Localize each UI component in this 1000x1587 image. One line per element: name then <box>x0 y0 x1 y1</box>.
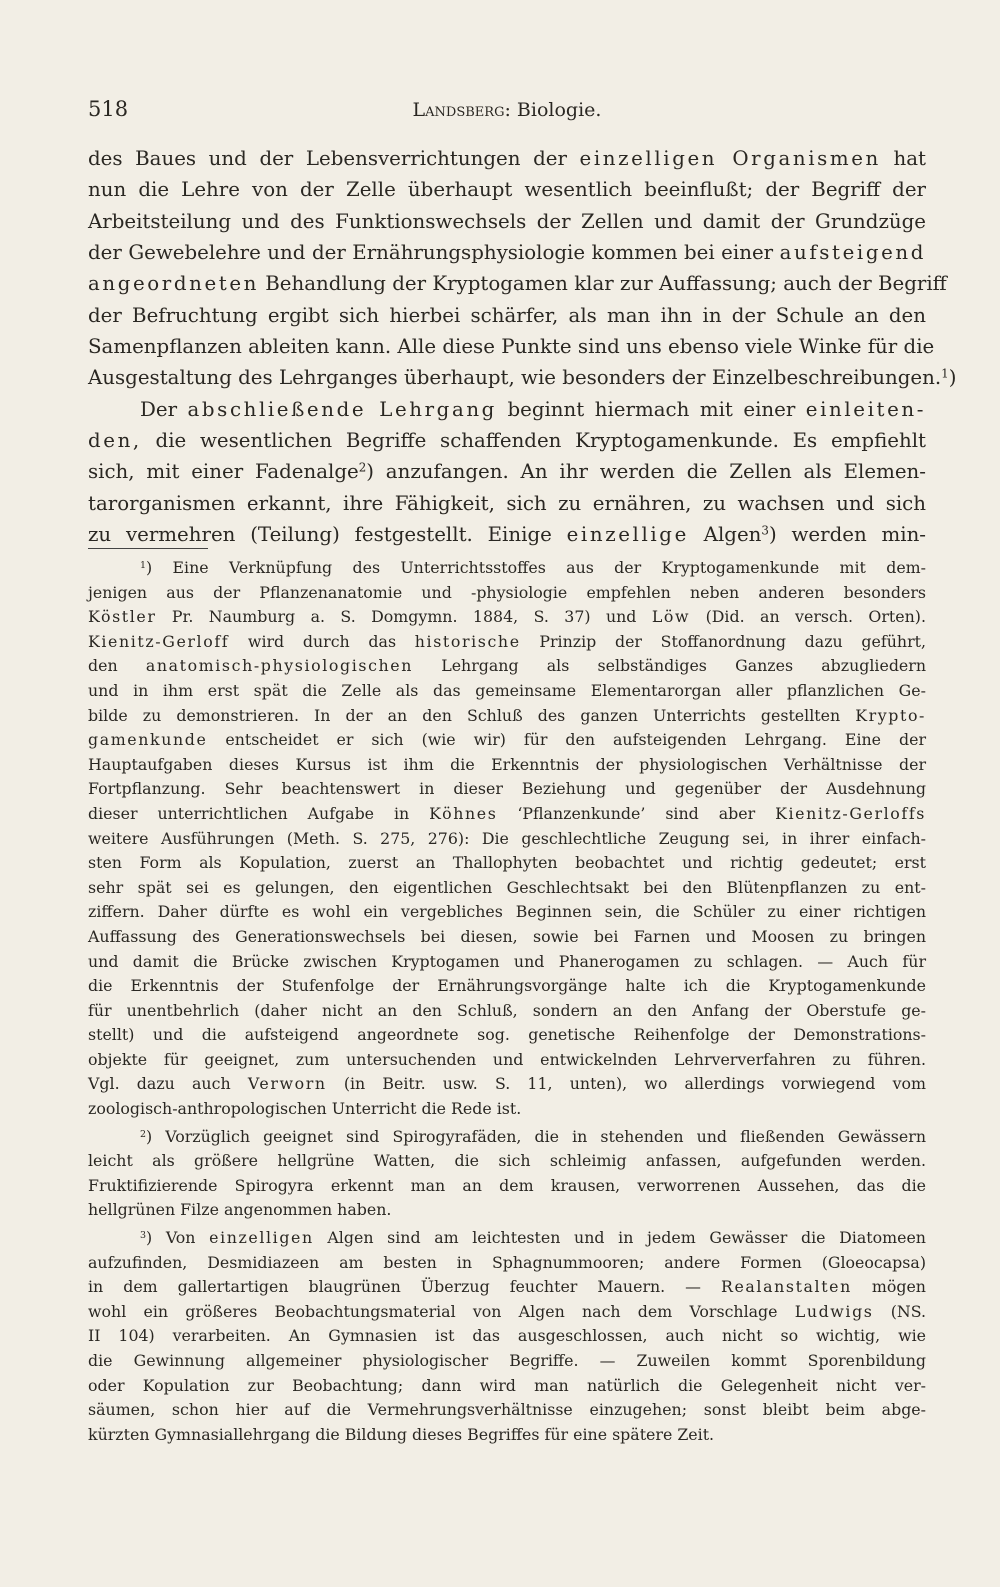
text-run: ) <box>948 366 957 390</box>
footnote-line: jenigen aus der Pflanzenanatomie und -physiologie empfehlen neben anderen besonders <box>88 582 926 602</box>
footnote-marker: 2 <box>140 1128 147 1140</box>
main-text <box>88 143 957 550</box>
text-run: Prinzip der Stoffanordnung dazu geführt, <box>520 631 926 651</box>
text-line: Samenpflanzen ableiten kann. Alle diese Punkte sind uns ebenso viele Winke für die <box>88 335 935 359</box>
footnote-line: hellgrünen Filze angenommen haben. <box>88 1200 392 1220</box>
footnote-line <box>88 654 926 679</box>
running-title <box>88 99 926 121</box>
spaced-emphasis: Realanstalten <box>720 1277 852 1297</box>
footnote-line <box>88 1300 926 1325</box>
footnote-2 <box>88 1125 926 1223</box>
footnote-ref: 1 <box>941 366 949 381</box>
footnote-line: Hauptaufgaben dieses Kursus ist ihm die Erkenntnis der physiologischen Verhältnisse der <box>88 754 926 774</box>
text-line <box>88 143 926 174</box>
running-head <box>88 97 926 127</box>
text-line <box>88 519 926 550</box>
footnote-line: oder Kopulation zur Beobachtung; dann wird man natürlich die Gelegenheit nicht ver- <box>88 1375 926 1395</box>
spaced-emphasis: Kienitz-Gerloff <box>88 631 230 651</box>
footnote-line <box>88 1125 926 1150</box>
footnote-line: Fortpflanzung. Sehr beachtenswert in dieser Beziehung und gegenüber der Ausdehnung <box>88 779 926 799</box>
text-run: (Did. an versch. Orten). <box>690 607 926 627</box>
footnote-line: für unentbehrlich (daher nicht an den Schluß, sondern an den Anfang der Oberstufe ge- <box>88 1000 926 1020</box>
text-line: tarorganismen erkannt, ihre Fähigkeit, sich zu ernähren, zu wachsen und sich <box>88 491 926 515</box>
spaced-emphasis: Verworn <box>247 1074 327 1094</box>
footnote-line: aufzufinden, Desmidiazeen am besten in Sphagnummooren; andere Formen (Gloeocapsa) <box>88 1252 926 1272</box>
running-title-sep: : <box>504 99 517 121</box>
text-run: sich, mit einer Fadenalge <box>88 460 359 484</box>
text-line <box>88 456 926 487</box>
text-run: wird durch das <box>229 631 415 651</box>
footnote-line: und in ihm erst spät die Zelle als das gemeinsame Elementarorgan aller pflanzlichen Ge- <box>88 680 926 700</box>
footnote-line <box>88 802 926 827</box>
spaced-emphasis: gamenkunde <box>88 730 208 750</box>
text-run: (in Beitr. usw. S. 11, unten), wo allerdings vorwiegend vom <box>326 1074 926 1094</box>
text-run: mögen <box>851 1277 926 1297</box>
text-line: der Befruchtung ergibt sich hierbei schärfer, als man ihn in der Schule an den <box>88 303 926 327</box>
text-run: Lehrgang als selbständiges Ganzes abzugliedern <box>413 656 927 676</box>
spaced-emphasis: einzelligen Organismen <box>579 147 881 170</box>
footnote-line: Fruktifizierende Spirogyra erkennt man an dem krausen, verworrenen Aussehen, das die <box>88 1175 926 1195</box>
text-run: dieser unterrichtlichen Aufgabe in <box>88 803 430 823</box>
text-run: bilde zu demonstrieren. In der an den Schluß des ganzen Unterrichts gestellten <box>88 705 856 725</box>
footnote-line <box>88 1072 926 1097</box>
spaced-emphasis: einzellige <box>566 523 689 547</box>
text-run: ) Von <box>146 1228 210 1248</box>
text-line: Arbeitsteilung und des Funktionswechsels der Zellen und damit der Grundzüge <box>88 209 926 233</box>
text-line <box>88 425 926 456</box>
footnote-line: die Gewinnung allgemeiner physiologischer Begriffe. — Zuweilen kommt Sporenbildung <box>88 1351 926 1370</box>
footnote-ref: 2 <box>358 460 367 475</box>
spaced-emphasis: anatomisch-physiologischen <box>145 656 414 676</box>
text-run: zu vermehren (Teilung) festgestellt. Einige <box>88 523 567 547</box>
footnote-marker: 3 <box>140 1229 147 1241</box>
footnote-line: objekte für geeignet, zum untersuchenden und entwickelnden Lehrververfahren zu führen. <box>88 1049 926 1069</box>
text-run: in dem gallertartigen blaugrünen Überzug feuchter Mauern. — <box>88 1277 721 1297</box>
spaced-emphasis: abschließende Lehrgang <box>187 397 497 421</box>
text-run: der Gewebelehre und der Ernährungsphysiologie kommen bei einer <box>88 241 780 265</box>
spaced-emphasis: Köhnes <box>429 803 498 823</box>
spaced-emphasis: den, <box>88 429 142 453</box>
text-run: Der <box>140 397 188 421</box>
text-line: nun die Lehre von der Zelle überhaupt wesentlich beeinflußt; der Begriff der <box>88 178 926 202</box>
spaced-emphasis: einleiten- <box>805 397 927 421</box>
footnote-1 <box>88 556 926 1122</box>
text-run: wohl ein größeres Beobachtungsmaterial von Algen nach dem Vorschlage <box>88 1301 795 1321</box>
footnote-line: II 104) verarbeiten. An Gymnasien ist das ausgeschlossen, auch nicht so wichtig, wie <box>88 1326 926 1346</box>
footnote-line: sehr spät sei es gelungen, den eigentlichen Geschlechtsakt bei den Blütenpflanzen zu ent- <box>88 877 926 897</box>
text-run: ) Eine Verknüpfung des Unterrichtsstoffes aus der Kryptogamenkunde mit dem- <box>146 558 926 577</box>
spaced-emphasis: Krypto- <box>855 705 926 725</box>
text-run: Pr. Naumburg a. S. Domgymn. 1884, S. 37) und <box>156 607 652 627</box>
text-run: beginnt hiermach mit einer <box>496 397 806 421</box>
text-run: entscheidet er sich (wie wir) für den aufsteigenden Lehrgang. Eine der <box>207 730 926 750</box>
page-number: 518 <box>88 97 129 121</box>
footnotes <box>88 556 926 1447</box>
footnote-line: die Erkenntnis der Stufenfolge der Ernährungsvorgänge halte ich die Kryptogamenkunde <box>88 976 926 996</box>
footnote-line <box>88 630 926 655</box>
spaced-emphasis: Kienitz-Gerloffs <box>775 803 926 823</box>
footnote-line: sten Form als Kopulation, zuerst an Thallophyten beobachtet und richtig gedeutet; erst <box>88 853 926 873</box>
footnote-line: Auffassung des Generationswechsels bei diesen, sowie bei Farnen und Moosen zu bringen <box>88 926 926 946</box>
text-run: des Baues und der Lebensverrichtungen der <box>88 147 580 170</box>
text-line <box>88 394 926 425</box>
footnote-line <box>88 556 926 581</box>
running-title-topic: Biologie. <box>516 99 602 121</box>
footnote-ref: 3 <box>761 523 769 538</box>
footnote-line: weitere Ausführungen (Meth. S. 275, 276): Die geschlechtliche Zeugung sei, in ihrer einfach- <box>88 828 926 848</box>
spaced-emphasis: Köstler <box>88 607 157 627</box>
footnote-rule <box>88 548 208 549</box>
text-run: Algen <box>688 523 762 547</box>
footnote-line: zoologisch-anthropologischen Unterricht die Rede ist. <box>88 1099 522 1119</box>
footnote-line <box>88 1275 926 1300</box>
text-line <box>88 237 926 268</box>
footnote-line: leicht als größere hellgrüne Watten, die sich schleimig anfassen, aufgefunden werden. <box>88 1151 926 1171</box>
footnote-line: kürzten Gymnasiallehrgang die Bildung dieses Begriffes für eine spätere Zeit. <box>88 1424 715 1444</box>
footnote-line <box>88 605 926 630</box>
spaced-emphasis: Löw <box>651 607 691 627</box>
text-run: hat <box>880 147 926 170</box>
text-run: Vgl. dazu auch <box>88 1074 248 1094</box>
footnote-line <box>88 728 926 753</box>
footnote-line <box>88 1226 926 1251</box>
running-title-author: Landsberg <box>412 99 505 121</box>
spaced-emphasis: aufsteigend <box>779 241 926 265</box>
spaced-emphasis: angeordneten <box>88 272 259 296</box>
text-run: den <box>88 656 146 676</box>
text-run: ) Vorzüglich geeignet sind Spirogyrafäden, die in stehenden und fließenden Gewässern <box>146 1126 926 1146</box>
spaced-emphasis: historische <box>414 631 521 651</box>
footnote-line <box>88 704 926 729</box>
text-run: Algen sind am leichtesten und in jedem Gewässer die Diatomeen <box>313 1228 926 1248</box>
spaced-emphasis: Ludwigs <box>794 1301 874 1321</box>
text-run: Behandlung der Kryptogamen klar zur Auffassung; auch der Begriff <box>258 272 947 296</box>
text-run: ‘Pflanzenkunde’ sind aber <box>497 803 776 823</box>
text-line <box>88 268 947 299</box>
footnote-line: ziffern. Daher dürfte es wohl ein vergebliches Beginnen sein, die Schüler zu einer richtigen <box>88 902 926 922</box>
footnote-line: stellt) und die aufsteigend angeordnete sog. genetische Reihenfolge der Demonstrations- <box>88 1025 926 1045</box>
text-run: (NS. <box>873 1301 926 1321</box>
footnote-line: und damit die Brücke zwischen Kryptogamen und Phanerogamen zu schlagen. — Auch für <box>88 951 926 971</box>
text-line <box>88 362 957 393</box>
footnote-line: säumen, schon hier auf die Vermehrungsverhältnisse einzugehen; sonst bleibt beim abge- <box>88 1400 926 1420</box>
footnote-marker: 1 <box>140 559 147 571</box>
text-run: Ausgestaltung des Lehrganges überhaupt, wie besonders der Einzelbeschreibungen. <box>88 366 942 390</box>
text-run: ) anzufangen. An ihr werden die Zellen als Elemen- <box>366 460 926 484</box>
text-run: ) werden min- <box>768 523 926 547</box>
spaced-emphasis: einzelligen <box>209 1228 314 1248</box>
footnote-3 <box>88 1226 926 1447</box>
text-run: die wesentlichen Begriffe schaffenden Kryptogamenkunde. Es empfiehlt <box>141 429 926 453</box>
